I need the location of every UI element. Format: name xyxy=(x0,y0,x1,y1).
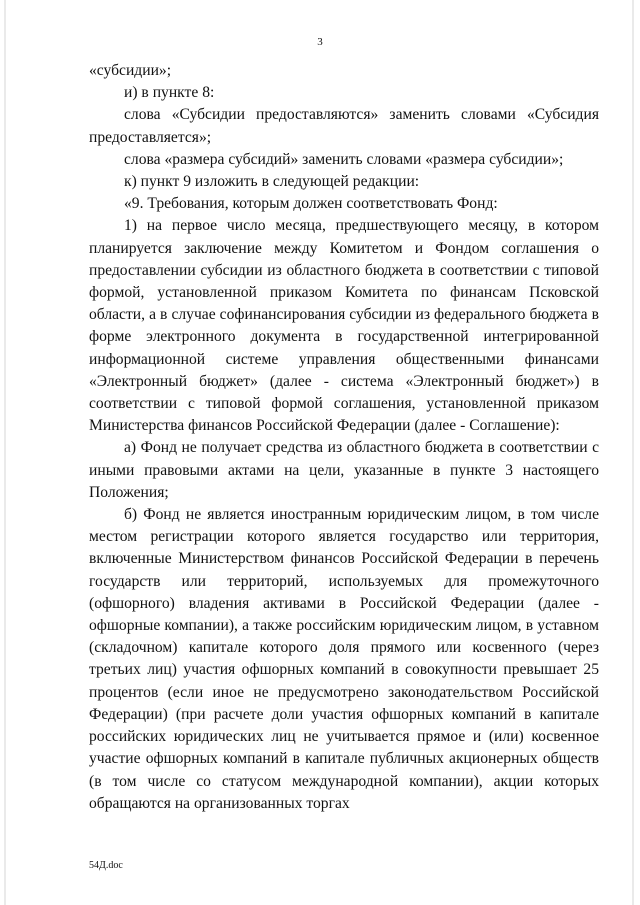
page-number: 3 xyxy=(317,36,323,48)
paragraph-replace-amount: слова «размера субсидий» заменить словами «размера субсидии»; xyxy=(124,150,564,168)
scan-edge-left xyxy=(4,0,6,905)
paragraph-item-k: к) пункт 9 изложить в следующей редакции: xyxy=(124,173,420,191)
paragraph-replace-provided: слова «Субсидии предоставляются» заменить словами «Субсидия предоставляется»; xyxy=(89,106,599,146)
paragraph-requirement-b: б) Фонд не является иностранным юридическим лицом, в том числе местом регистрации которого является государство или территория, включенные Министерством финансов Российской Федерации в перечень государств или территорий, используемых для промежуточного (офшорного) владения активами в Российской Федерации (далее - офшорные компании), а также российским юридическим лицом, в уставном (складочном) капитале которого доля прямого или косвенного (через третьих лиц) участия офшорных компаний в совокупности превышает 25 процентов (если иное не предусмотрено законодательством Российской Федерации) (при расчете доли участия офшорных компаний в капитале российских юридических лиц не учитывается прямое и (или) косвенное участие офшорных компаний в капитале публичных акционерных обществ (в том числе со статусом международной компании), акции которых обращаются на организованных торгах xyxy=(89,506,599,812)
paragraph-requirement-a: а) Фонд не получает средства из областного бюджета в соответствии с иными правовыми актами на цели, указанные в пункте 3 настоящего Положения; xyxy=(89,439,599,501)
paragraph-requirements-heading: «9. Требования, которым должен соответствовать Фонд: xyxy=(124,195,498,213)
footer-filename: 54Д.doc xyxy=(89,860,123,871)
document-body xyxy=(89,60,599,815)
paragraph-item-i: и) в пункте 8: xyxy=(124,84,215,102)
scan-edge-right xyxy=(632,0,634,905)
paragraph-subsidies-quote: «субсидии»; xyxy=(89,62,172,79)
paragraph-requirement-1: 1) на первое число месяца, предшествующего месяцу, в котором планируется заключение между Комитетом и Фондом соглашения о предоставлении субсидии из областного бюджета в соответствии с типовой формой, установленной приказом Комитета по финансам Псковской области, а в случае софинансирования субсидии из федерального бюджета в форме электронного документа в государственной интегрированной информационной системе управления общественными финансами «Электронный бюджет» (далее - система «Электронный бюджет») в соответствии с типовой формой соглашения, установленной приказом Министерства финансов Российской Федерации (далее - Соглашение): xyxy=(89,217,599,435)
